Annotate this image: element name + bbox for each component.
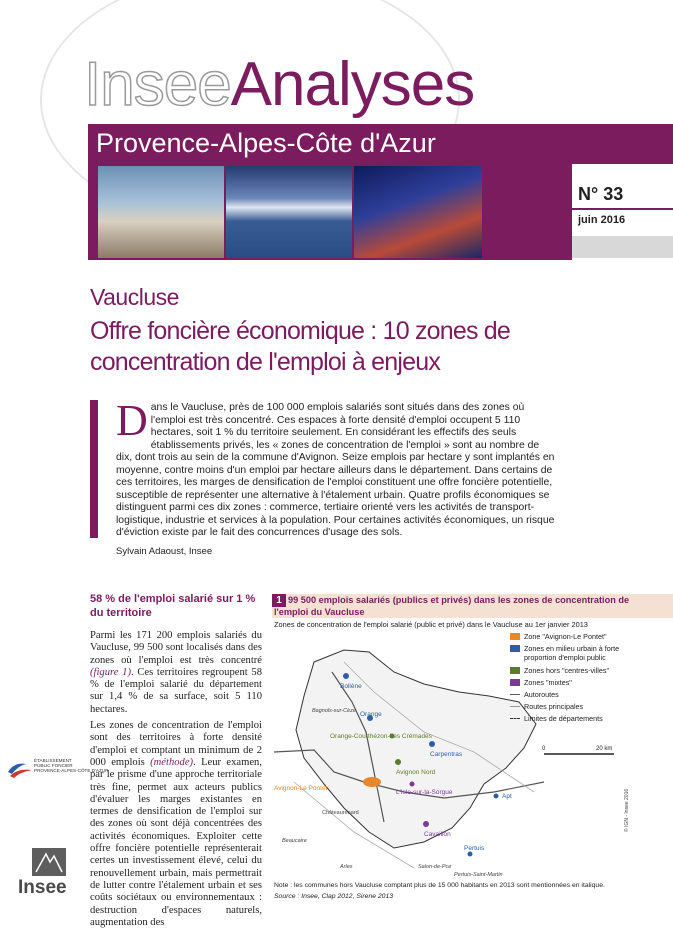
figure-title: 99 500 emplois salariés (publics et privés) dans les zones de concentration de l'emploi du Vaucluse — [274, 595, 630, 617]
insee-logo-icon — [32, 848, 66, 876]
legend-item — [510, 690, 670, 702]
section-heading: 58 % de l'emploi salarié sur 1 % du territoire — [90, 593, 256, 619]
zone-avignon-le-pontet — [363, 777, 381, 787]
author: Sylvain Adaoust, Insee — [116, 546, 213, 557]
epf-line-1: ÉTABLISSEMENT — [34, 758, 72, 763]
map-legend — [510, 632, 670, 726]
label-salon: Salon-de-Pce — [418, 864, 452, 870]
zone-carpentras — [429, 741, 435, 747]
figure-subtitle: Zones de concentration de l'emploi salarié (public et privé) dans le Vaucluse au 1er janvier 2013 — [274, 620, 588, 629]
abstract-accent-bar — [90, 400, 98, 538]
label-bagnols: Bagnols-sur-Cèze — [312, 708, 356, 714]
abstract-dropcap: D — [116, 396, 148, 445]
epf-line-2: PUBLIC FONCIER — [34, 763, 73, 768]
figure-note: Note : les communes hors Vaucluse comptant plus de 15 000 habitants en 2013 sont mentionnées en italique. — [274, 882, 605, 889]
legend-line — [510, 706, 520, 707]
abstract-text: ans le Vaucluse, près de 100 000 emplois salariés sont situés dans des zones où l'emploi est très concentré. Ces espaces à forte densité d'emploi occupent 5 110 hectares, soit 1 % du territoire seulement. En considérant les effectifs des seuls établissements privés, les « zones de concentration de l'emploi » sont au nombre de dix, dont trois au sein de la commune d'Avignon. Seize emplois par hectare y sont implantés en moyenne, contre moins d'un emploi par hectare ailleurs dans le département. Dans certains de ces territoires, les marges de densification de l'emploi constituent une offre foncière potentielle, susceptible de représenter une alternative à l'étalement urbain. Quatre profils économiques se distinguent parmi ces dix zones : commerce, tertiaire orienté vers les activités de transport-logistique, industrie et services à la population. Pour certaines activités économiques, un risque d'éviction existe par le fait des concurrences d'usage des sols. — [116, 402, 555, 538]
zone-cavaillon — [423, 821, 429, 827]
scale-zero: 0 — [542, 746, 546, 752]
legend-label: Limites de départements — [524, 714, 603, 723]
label-avignon-nord: Avignon Nord — [396, 769, 436, 776]
label-carpentras: Carpentras — [430, 751, 463, 758]
label-orange: Orange — [360, 711, 382, 718]
legend-line — [510, 694, 520, 695]
abstract — [116, 396, 556, 540]
legend-label: Zones "mixtes" — [524, 678, 572, 687]
photo-sailboat-mountains — [226, 166, 352, 258]
zone-avignon-nord — [395, 759, 401, 765]
paragraph-1 — [90, 630, 262, 716]
article-title: Offre foncière économique : 10 zones de concentration de l'emploi à enjeux — [90, 317, 511, 376]
paragraph-2 — [90, 720, 262, 929]
zone-bollene — [343, 673, 349, 679]
brand-insee: Insee — [84, 50, 231, 119]
legend-label: Routes principales — [524, 702, 584, 711]
figure-source: Source : Insee, Clap 2012, Sirene 2013 — [274, 893, 394, 900]
insee-logo-mark — [32, 848, 66, 876]
legend-item — [510, 678, 670, 690]
photo-port-containers — [354, 166, 482, 258]
label-isle-sur-la-sorgue: L'Isle-sur-la-Sorgue — [396, 789, 453, 796]
zone-apt — [494, 794, 499, 799]
legend-swatch — [510, 679, 520, 686]
p2-text-b: . Leur examen, par le prisme d'une approche territoriale très fine, permet aux acteurs publics d'évaluer les marges existantes en termes de densification de l'emploi sur des zones où sont déjà concentrées des activités économiques. Exploiter cette offre foncière potentielle représenterait certes un investissement élevé, celui du renouvellement urbain, mais permettrait de lutter contre l'étalement urbain et ses coûts sociétaux ou environnementaux : destruction d'espaces naturels, augmentation des — [90, 756, 262, 928]
legend-label: Zone "Avignon-Le Pontet" — [524, 632, 607, 641]
legend-swatch — [510, 645, 520, 652]
epf-logo-mark — [6, 758, 34, 780]
zone-isle-sur-la-sorgue — [410, 782, 415, 787]
epf-logo-text — [34, 758, 108, 773]
photo-harbor — [98, 166, 224, 258]
epf-logo — [6, 758, 109, 782]
legend-label: Autoroutes — [524, 690, 559, 699]
label-chateaurenard: Châteaurenard — [322, 810, 359, 816]
label-cavaillon: Cavaillon — [424, 831, 451, 838]
legend-line — [510, 718, 520, 719]
legend-item — [510, 702, 670, 714]
epf-line-3: PROVENCE-ALPES-CÔTE D'AZUR — [34, 768, 109, 773]
legend-swatch — [510, 667, 520, 674]
legend-label: Zones en milieu urbain à forte proportion d'emploi public — [524, 644, 620, 662]
figure-reference-link[interactable]: (figure 1) — [90, 666, 131, 678]
label-arles: Arles — [340, 864, 353, 870]
publication-brand — [84, 50, 474, 120]
label-bollene: Bollène — [340, 683, 362, 690]
legend-swatch — [510, 633, 520, 640]
legend-item — [510, 666, 670, 678]
issue-date: juin 2016 — [578, 214, 626, 226]
label-courthezon: Orange-Courthézon-Les Crémades — [330, 733, 432, 740]
article-kicker: Vaucluse — [90, 284, 179, 310]
insee-logo-text: Insee — [18, 877, 67, 898]
p2-text-a: Les zones de concentration de l'emploi sont des territoires à forte densité d'emploi et comptant un minimum de 2 000 emplois — [90, 720, 262, 768]
legend-label: Zones hors "centres-villes" — [524, 666, 609, 675]
map-copyright: © IGN - Insee 2016 — [624, 788, 630, 832]
label-apt: Apt — [502, 793, 512, 800]
p1-text-a: Parmi les 171 200 emplois salariés du Vaucluse, 99 500 sont localisés dans des zones où l'emploi est très concentré — [90, 630, 262, 666]
legend-item — [510, 632, 670, 644]
issue-divider — [572, 208, 673, 210]
issue-grey-band — [572, 236, 673, 258]
label-pertuis-saint-martin: Pertuis-Saint-Martin — [454, 872, 503, 878]
label-pertuis: Pertuis — [464, 845, 485, 852]
zone-pertuis — [468, 852, 473, 857]
figure-number: 1 — [272, 594, 286, 607]
region-bar — [88, 124, 673, 164]
brand-analyses: Analyses — [230, 50, 475, 119]
legend-item — [510, 644, 670, 666]
region-name: Provence-Alpes-Côte d'Azur — [96, 128, 436, 158]
legend-item — [510, 714, 670, 726]
scale-end: 20 km — [596, 746, 613, 752]
label-avignon-le-pontet: Avignon-Le Pontet — [274, 785, 328, 792]
body-column — [90, 630, 262, 933]
issue-number: N° 33 — [578, 184, 624, 204]
p1-text-b: . Ces territoires regroupent 58 % de l'emploi salarié du département sur 1,4 % de sa surface, soit 5 110 hectares. — [90, 666, 263, 715]
method-reference-link[interactable]: (méthode) — [150, 756, 194, 768]
label-beaucaire: Beaucaire — [282, 838, 307, 844]
